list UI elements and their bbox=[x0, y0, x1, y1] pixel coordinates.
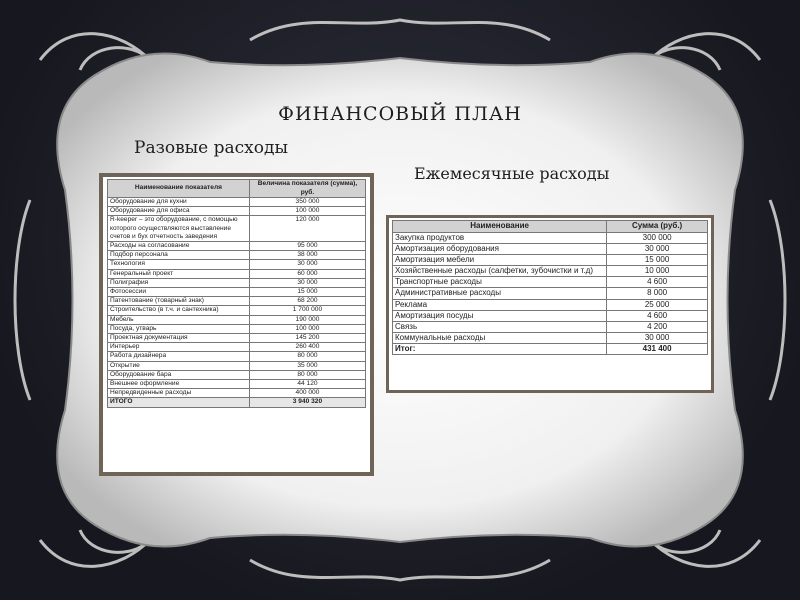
table-row bbox=[108, 324, 366, 333]
table-row bbox=[393, 255, 708, 266]
table-row bbox=[108, 380, 366, 389]
expense-amount-cell: 400 000 bbox=[249, 389, 365, 398]
expense-amount-cell: 60 000 bbox=[249, 269, 365, 278]
column-header: Наименование показателя bbox=[108, 180, 250, 198]
table-row bbox=[393, 332, 708, 343]
total-amount-cell: 431 400 bbox=[607, 343, 708, 354]
expense-name-cell: Полиграфия bbox=[108, 278, 250, 287]
table-row bbox=[108, 278, 366, 287]
expense-amount-cell: 300 000 bbox=[607, 233, 708, 244]
expense-amount-cell: 145 200 bbox=[249, 334, 365, 343]
expense-amount-cell: 44 120 bbox=[249, 380, 365, 389]
table-row bbox=[108, 343, 366, 352]
total-amount-cell: 3 940 320 bbox=[249, 398, 365, 407]
one-time-expenses-table-body bbox=[108, 198, 366, 408]
table-row bbox=[108, 242, 366, 251]
expense-name-cell: Проектная документация bbox=[108, 334, 250, 343]
table-row bbox=[393, 299, 708, 310]
flourish-left bbox=[15, 200, 30, 400]
table-row bbox=[393, 266, 708, 277]
table-row bbox=[108, 207, 366, 216]
monthly-expenses-table-body bbox=[393, 233, 708, 355]
table-row bbox=[108, 389, 366, 398]
expense-name-cell: Технология bbox=[108, 260, 250, 269]
column-header: Наименование bbox=[393, 221, 607, 233]
table-row bbox=[393, 233, 708, 244]
expense-amount-cell: 4 200 bbox=[607, 321, 708, 332]
table-row bbox=[108, 288, 366, 297]
expense-amount-cell: 25 000 bbox=[607, 299, 708, 310]
total-label-cell: ИТОГО bbox=[108, 398, 250, 407]
expense-amount-cell: 350 000 bbox=[249, 198, 365, 207]
expense-name-cell: Интерьер bbox=[108, 343, 250, 352]
expense-name-cell: Подбор персонала bbox=[108, 251, 250, 260]
expense-amount-cell: 1 700 000 bbox=[249, 306, 365, 315]
table-header-row bbox=[108, 180, 366, 198]
expense-name-cell: Хозяйственные расходы (салфетки, зубочистки и т.д) bbox=[393, 266, 607, 277]
expense-amount-cell: 260 400 bbox=[249, 343, 365, 352]
expense-amount-cell: 30 000 bbox=[607, 332, 708, 343]
expense-amount-cell: 80 000 bbox=[249, 352, 365, 361]
expense-name-cell: R-keeper – это оборудование, с помощью которого осуществляются выставление счетов и бух отчетность заведения bbox=[108, 216, 250, 242]
expense-name-cell: Амортизация посуды bbox=[393, 310, 607, 321]
expense-amount-cell: 100 000 bbox=[249, 207, 365, 216]
expense-amount-cell: 95 000 bbox=[249, 242, 365, 251]
one-time-expenses-table-frame bbox=[99, 173, 374, 476]
column-header: Сумма (руб.) bbox=[607, 221, 708, 233]
table-row bbox=[393, 321, 708, 332]
table-row bbox=[108, 361, 366, 370]
table-row bbox=[393, 244, 708, 255]
table-row bbox=[108, 334, 366, 343]
table-row bbox=[108, 198, 366, 207]
expense-amount-cell: 4 600 bbox=[607, 277, 708, 288]
one-time-expenses-table bbox=[107, 179, 366, 408]
flourish-right bbox=[770, 200, 785, 400]
expense-name-cell: Оборудование для офиса bbox=[108, 207, 250, 216]
expense-name-cell: Расходы на согласование bbox=[108, 242, 250, 251]
expense-name-cell: Работа дизайнера bbox=[108, 352, 250, 361]
expense-amount-cell: 4 600 bbox=[607, 310, 708, 321]
expense-name-cell: Амортизация оборудования bbox=[393, 244, 607, 255]
expense-name-cell: Фотосессии bbox=[108, 288, 250, 297]
expense-name-cell: Оборудование бара bbox=[108, 370, 250, 379]
monthly-expenses-table bbox=[392, 220, 708, 355]
table-row bbox=[108, 269, 366, 278]
expense-amount-cell: 30 000 bbox=[607, 244, 708, 255]
table-row bbox=[108, 315, 366, 324]
expense-name-cell: Открытие bbox=[108, 361, 250, 370]
table-row bbox=[108, 352, 366, 361]
one-time-expenses-heading: Разовые расходы bbox=[134, 138, 289, 158]
expense-amount-cell: 15 000 bbox=[249, 288, 365, 297]
table-header-row bbox=[393, 221, 708, 233]
monthly-expenses-table-frame bbox=[386, 215, 714, 393]
expense-name-cell: Коммунальные расходы bbox=[393, 332, 607, 343]
expense-name-cell: Внешнее оформление bbox=[108, 380, 250, 389]
page-title: ФИНАНСОВЫЙ ПЛАН bbox=[278, 103, 522, 125]
expense-amount-cell: 80 000 bbox=[249, 370, 365, 379]
expense-name-cell: Оборудование для кухни bbox=[108, 198, 250, 207]
total-row bbox=[108, 398, 366, 407]
expense-name-cell: Амортизация мебели bbox=[393, 255, 607, 266]
table-row bbox=[393, 288, 708, 299]
expense-amount-cell: 190 000 bbox=[249, 315, 365, 324]
expense-name-cell: Генеральный проект bbox=[108, 269, 250, 278]
expense-amount-cell: 100 000 bbox=[249, 324, 365, 333]
expense-amount-cell: 38 000 bbox=[249, 251, 365, 260]
expense-name-cell: Транспортные расходы bbox=[393, 277, 607, 288]
table-row bbox=[108, 297, 366, 306]
column-header: Величина показателя (сумма), руб. bbox=[249, 180, 365, 198]
expense-amount-cell: 68 200 bbox=[249, 297, 365, 306]
table-row bbox=[108, 306, 366, 315]
expense-name-cell: Связь bbox=[393, 321, 607, 332]
total-row bbox=[393, 343, 708, 354]
expense-amount-cell: 120 000 bbox=[249, 216, 365, 242]
total-label-cell: Итог: bbox=[393, 343, 607, 354]
expense-amount-cell: 30 000 bbox=[249, 278, 365, 287]
table-row bbox=[108, 216, 366, 242]
flourish-bottom-center bbox=[250, 560, 550, 580]
expense-name-cell: Мебель bbox=[108, 315, 250, 324]
table-row bbox=[393, 277, 708, 288]
expense-name-cell: Посуда, утварь bbox=[108, 324, 250, 333]
expense-name-cell: Реклама bbox=[393, 299, 607, 310]
expense-name-cell: Закупка продуктов bbox=[393, 233, 607, 244]
expense-amount-cell: 35 000 bbox=[249, 361, 365, 370]
expense-amount-cell: 30 000 bbox=[249, 260, 365, 269]
table-row bbox=[393, 310, 708, 321]
expense-name-cell: Патентование (товарный знак) bbox=[108, 297, 250, 306]
expense-name-cell: Административные расходы bbox=[393, 288, 607, 299]
expense-amount-cell: 10 000 bbox=[607, 266, 708, 277]
table-row bbox=[108, 370, 366, 379]
monthly-expenses-heading: Ежемесячные расходы bbox=[414, 164, 610, 183]
expense-amount-cell: 8 000 bbox=[607, 288, 708, 299]
table-row bbox=[108, 260, 366, 269]
expense-amount-cell: 15 000 bbox=[607, 255, 708, 266]
expense-name-cell: Непредвиденные расходы bbox=[108, 389, 250, 398]
expense-name-cell: Строительство (в т.ч. и сантехника) bbox=[108, 306, 250, 315]
flourish-top-center bbox=[250, 20, 550, 40]
table-row bbox=[108, 251, 366, 260]
